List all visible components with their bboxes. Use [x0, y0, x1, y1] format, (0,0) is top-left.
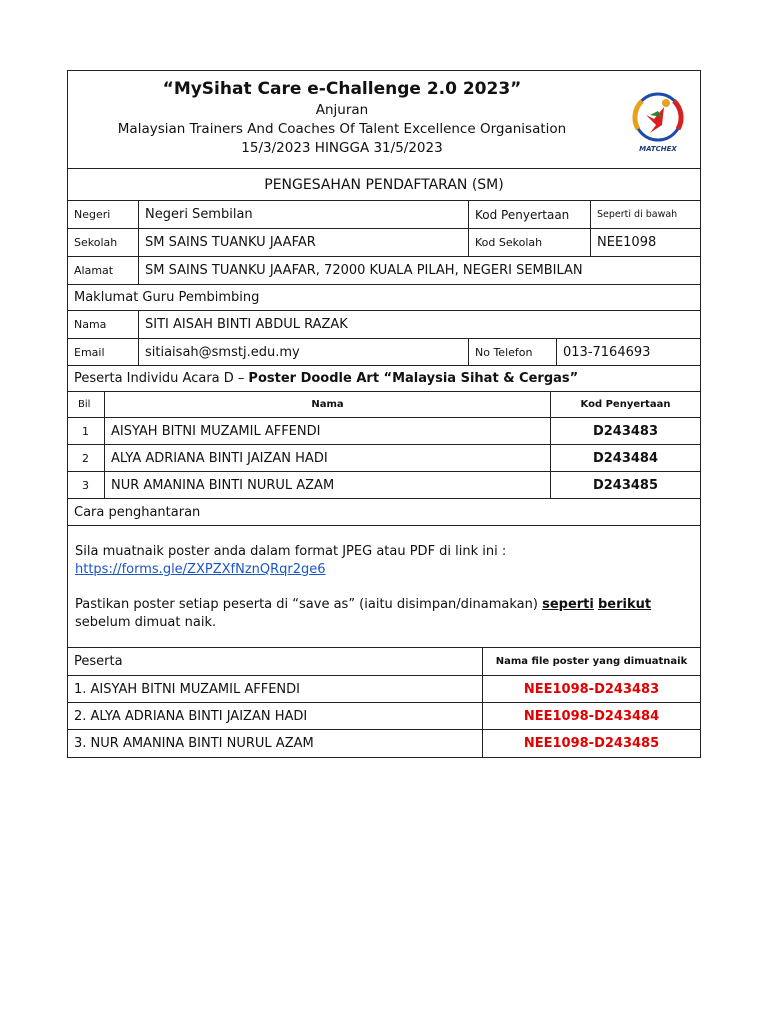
file-row-filename: NEE1098-D243485: [482, 730, 700, 757]
file-row-participant: 2. ALYA ADRIANA BINTI JAIZAN HADI: [74, 708, 308, 724]
email-value: sitiaisah@smstj.edu.my: [138, 339, 468, 365]
files-header-file: Nama file poster yang dimuatnaik: [482, 648, 700, 675]
teacher-contact-row: [68, 339, 700, 366]
file-row-filename: NEE1098-D243483: [482, 676, 700, 702]
files-header-participant: Peserta: [74, 654, 123, 669]
entry-code-label: Kod Penyertaan: [468, 201, 590, 228]
organisation-name: Malaysian Trainers And Coaches Of Talent Excellence Organisation: [117, 121, 567, 137]
row-code: D243484: [550, 445, 700, 471]
school-value: SM SAINS TUANKU JAAFAR: [138, 229, 468, 256]
header-name: Nama: [104, 392, 550, 417]
teacher-name-label: Nama: [74, 318, 107, 331]
table-row: [68, 676, 700, 703]
address-row: [68, 257, 700, 285]
participants-header-row: [68, 392, 700, 418]
submission-section-label: Cara penghantaran: [74, 504, 201, 520]
school-code-label: Kod Sekolah: [468, 229, 590, 256]
state-row: [68, 201, 700, 229]
naming-note-start: Pastikan poster setiap peserta di “save as” (iaitu disimpan/dinamakan): [75, 597, 543, 612]
event-title: “MySihat Care e-Challenge 2.0 2023”: [162, 79, 522, 99]
row-name: NUR AMANINA BINTI NURUL AZAM: [104, 472, 550, 498]
header-num: Bil: [78, 399, 91, 410]
email-label: Email: [74, 345, 105, 359]
table-row: [68, 703, 700, 730]
file-row-filename: NEE1098-D243484: [482, 703, 700, 729]
organized-by: Anjuran: [315, 102, 369, 118]
section-title: PENGESAHAN PENDAFTARAN (SM): [264, 176, 504, 193]
event-dates: 15/3/2023 HINGGA 31/5/2023: [241, 140, 443, 156]
file-row-participant: 3. NUR AMANINA BINTI NURUL AZAM: [74, 736, 314, 751]
row-name: ALYA ADRIANA BINTI JAIZAN HADI: [104, 445, 550, 471]
table-row: [68, 445, 700, 472]
table-row: [68, 418, 700, 445]
form-header: [68, 71, 700, 169]
naming-note-bold-2: berikut: [597, 597, 652, 612]
phone-value: 013-7164693: [556, 339, 700, 365]
participants-intro-row: [68, 366, 700, 392]
upload-link[interactable]: https://forms.gle/ZXPZXfNznQRqr2ge6: [75, 562, 326, 577]
participants-intro-bold: Poster Doodle Art “Malaysia Sihat & Cergas”: [248, 371, 579, 386]
upload-instruction: Sila muatnaik poster anda dalam format JPEG atau PDF di link ini :: [75, 544, 507, 559]
row-num: 3: [82, 478, 89, 492]
table-row: [68, 730, 700, 757]
section-title-row: [68, 169, 700, 201]
participants-intro: [68, 366, 700, 391]
header-code: Kod Penyertaan: [550, 392, 700, 417]
school-row: [68, 229, 700, 257]
state-label: Negeri: [74, 208, 111, 221]
row-num: 2: [82, 451, 89, 465]
naming-note-bold-1: seperti: [542, 597, 594, 612]
row-code: D243485: [550, 472, 700, 498]
school-code-value: NEE1098: [590, 229, 700, 256]
row-code: D243483: [550, 418, 700, 444]
naming-note-end: sebelum dimuat naik.: [75, 615, 217, 630]
matchex-logo: [628, 89, 688, 153]
teacher-name-value: SITI AISAH BINTI ABDUL RAZAK: [138, 311, 700, 338]
school-label: Sekolah: [74, 236, 118, 249]
registration-form: [67, 70, 701, 758]
address-value: SM SAINS TUANKU JAAFAR, 72000 KUALA PILAH, NEGERI SEMBILAN: [138, 257, 700, 284]
row-num: 1: [82, 424, 89, 438]
state-value: Negeri Sembilan: [138, 201, 468, 228]
phone-label: No Telefon: [468, 339, 556, 365]
submission-section-row: [68, 499, 700, 526]
submission-instructions: [68, 526, 700, 648]
file-row-participant: 1. AISYAH BITNI MUZAMIL AFFENDI: [74, 681, 300, 697]
teacher-name-row: [68, 311, 700, 339]
teacher-section-label: Maklumat Guru Pembimbing: [74, 290, 260, 305]
address-label: Alamat: [74, 264, 114, 277]
logo-text: MATCHEX: [639, 145, 677, 153]
participants-intro-plain: Peserta Individu Acara D –: [74, 371, 245, 386]
table-row: [68, 472, 700, 499]
entry-code-value: Seperti di bawah: [590, 201, 700, 228]
row-name: AISYAH BITNI MUZAMIL AFFENDI: [104, 418, 550, 444]
upload-link-line: [75, 561, 326, 579]
files-header-row: [68, 648, 700, 676]
naming-note: [75, 596, 685, 632]
teacher-section-row: [68, 285, 700, 311]
